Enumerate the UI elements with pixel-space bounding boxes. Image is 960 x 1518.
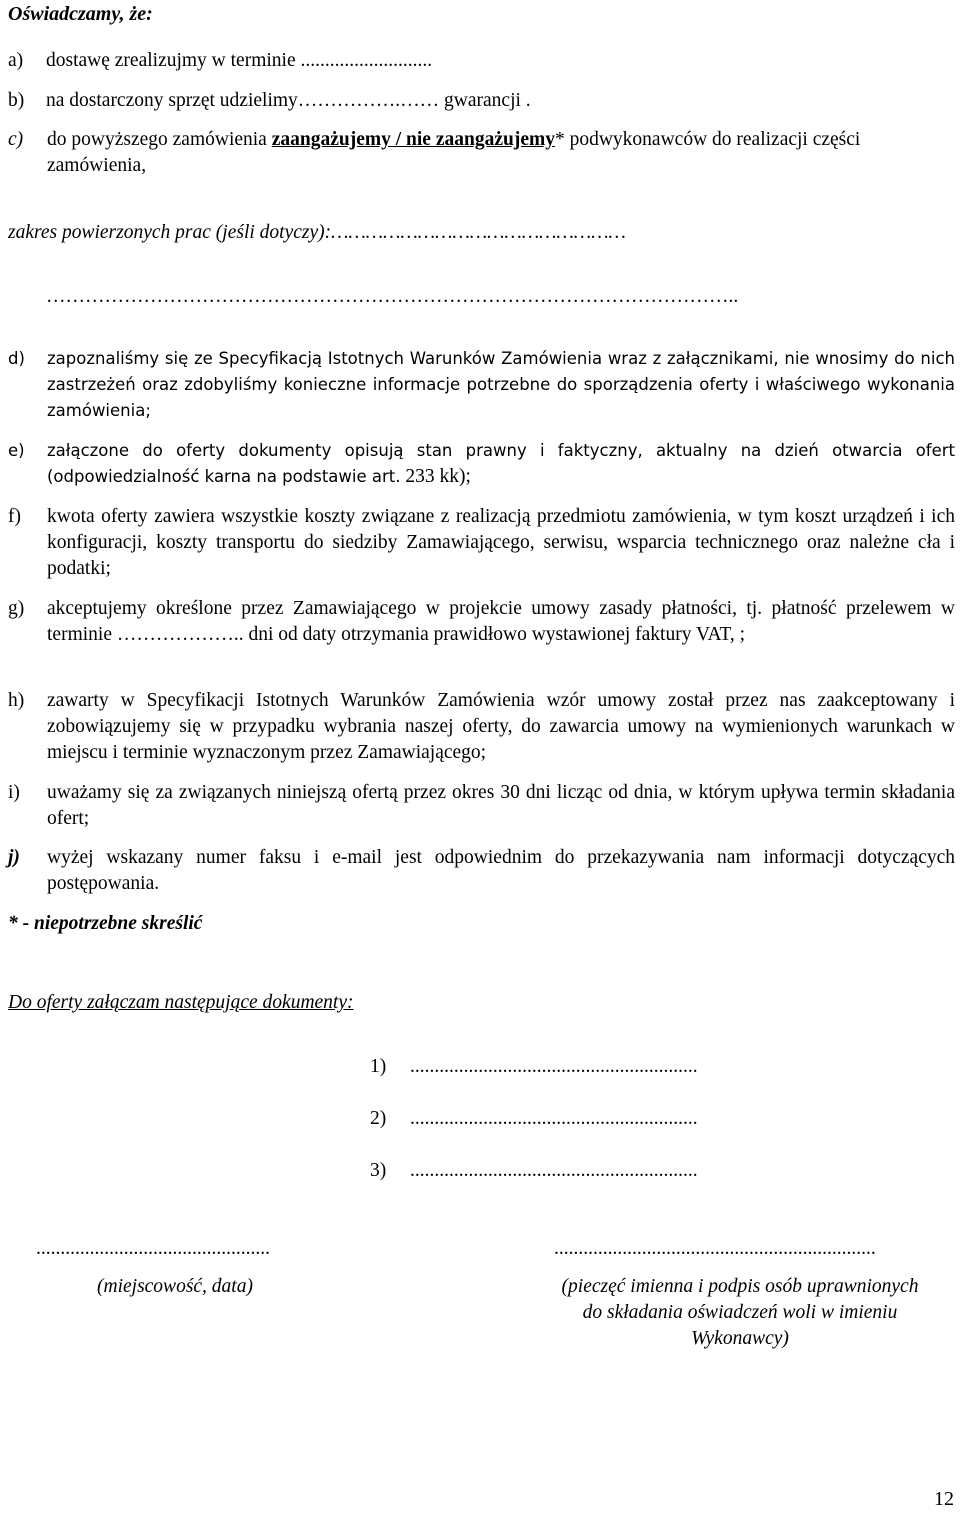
item-c-choice: zaangażujemy / nie zaangażujemy [271, 129, 555, 150]
item-c-text-pre: do powyższego zamówienia [47, 129, 272, 150]
section-title: Oświadczamy, że: [8, 3, 153, 25]
signature-caption-line: Wykonawcy) [691, 1328, 789, 1349]
attachment-dots: ........................................................... [410, 1108, 698, 1129]
item-g-label: g) [8, 598, 25, 619]
signature-caption [500, 1274, 960, 1352]
item-d-label: d) [8, 349, 25, 368]
item-h-label: h) [8, 690, 25, 711]
item-i [8, 780, 955, 832]
attachments-heading: Do oferty załączam następujące dokumenty: [8, 992, 354, 1013]
scope-fill-line: …………………………………………………………………………………………….. [46, 286, 739, 307]
item-h [8, 688, 955, 766]
item-c-text [47, 127, 955, 179]
item-f [8, 504, 955, 582]
attachment-item [370, 1158, 698, 1184]
attachment-label: 1) [370, 1056, 387, 1077]
item-i-label: i) [8, 782, 20, 803]
signature-caption-line: do składania oświadczeń woli w imieniu [582, 1302, 898, 1323]
page-number: 12 [934, 1488, 954, 1510]
item-j [8, 845, 955, 897]
attachment-label: 2) [370, 1108, 387, 1129]
item-b [8, 88, 531, 114]
item-b-text: na dostarczony sprzęt udzielimy…………….…… gwarancji . [46, 90, 531, 111]
item-c [8, 127, 955, 179]
footnote: * - niepotrzebne skreślić [8, 913, 203, 934]
item-e [8, 438, 955, 490]
item-d-text: zapoznaliśmy się ze Specyfikacją Istotnych Warunków Zamówienia wraz z załącznikami, nie wnosimy do nich zastrzeżeń oraz zdobyliśmy konieczne informacje potrzebne do sporządzenia oferty i właściwego wykonania zamówienia; [47, 349, 955, 420]
item-e-text-main: załączone do oferty dokumenty opisują stan prawny i faktyczny, aktualny na dzień otwarcia ofert (odpowiedzialność karna na podstawie art. [47, 441, 955, 486]
attachment-item [370, 1106, 698, 1132]
item-b-label: b) [8, 90, 25, 111]
item-g-text: akceptujemy określone przez Zamawiającego w projekcie umowy zasady płatności, tj. płatność przelewem w terminie ……………….. dni od daty otrzymania prawidłowo wystawionej faktury VAT, ; [47, 598, 955, 645]
attachment-dots: ........................................................... [410, 1160, 698, 1181]
attachment-label: 3) [370, 1160, 387, 1181]
signature-left-dots: ................................................ [36, 1238, 270, 1259]
attachment-dots: ........................................................... [410, 1056, 698, 1077]
scope-line: zakres powierzonych prac (jeśli dotyczy):…………………………………………… [8, 222, 626, 243]
item-e-text-tail: 233 kk); [400, 466, 471, 487]
item-h-text: zawarty w Specyfikacji Istotnych Warunków Zamówienia wzór umowy został przez nas zaakceptowany i zobowiązujemy się w przypadku wybrania naszej oferty, do zawarcia umowy na wymienionych warunkach w miejscu i terminie wyznaczonym przez Zamawiającego; [47, 690, 955, 763]
item-e-text [47, 438, 955, 490]
item-e-label: e) [8, 441, 25, 460]
item-j-label: j) [8, 847, 20, 868]
signature-right-dots: .................................................................. [554, 1238, 876, 1259]
attachment-item [370, 1054, 698, 1080]
item-g [8, 596, 955, 648]
item-c-label: c) [8, 129, 24, 150]
signature-caption-line: (pieczęć imienna i podpis osób uprawnionych [561, 1276, 919, 1297]
item-a [8, 48, 432, 74]
item-f-text: kwota oferty zawiera wszystkie koszty związane z realizacją przedmiotu zamówienia, w tym koszt urządzeń i ich konfiguracji, koszty transportu do siedziby Zamawiającego, serwisu, wsparcia technicznego oraz należne cła i podatki; [47, 506, 955, 579]
item-f-label: f) [8, 506, 21, 527]
item-j-text: wyżej wskazany numer faksu i e-mail jest odpowiednim do przekazywania nam informacji dotyczących postępowania. [47, 847, 955, 894]
item-c-text-post: * podwykonawców do realizacji części zamówienia, [47, 129, 861, 176]
item-i-text: uważamy się za związanych niniejszą ofertą przez okres 30 dni licząc od dnia, w którym upływa termin składania ofert; [47, 782, 955, 829]
place-date-caption: (miejscowość, data) [97, 1276, 253, 1297]
item-a-label: a) [8, 50, 24, 71]
item-d [8, 346, 955, 424]
item-a-text: dostawę zrealizujmy w terminie ........................... [46, 50, 433, 71]
